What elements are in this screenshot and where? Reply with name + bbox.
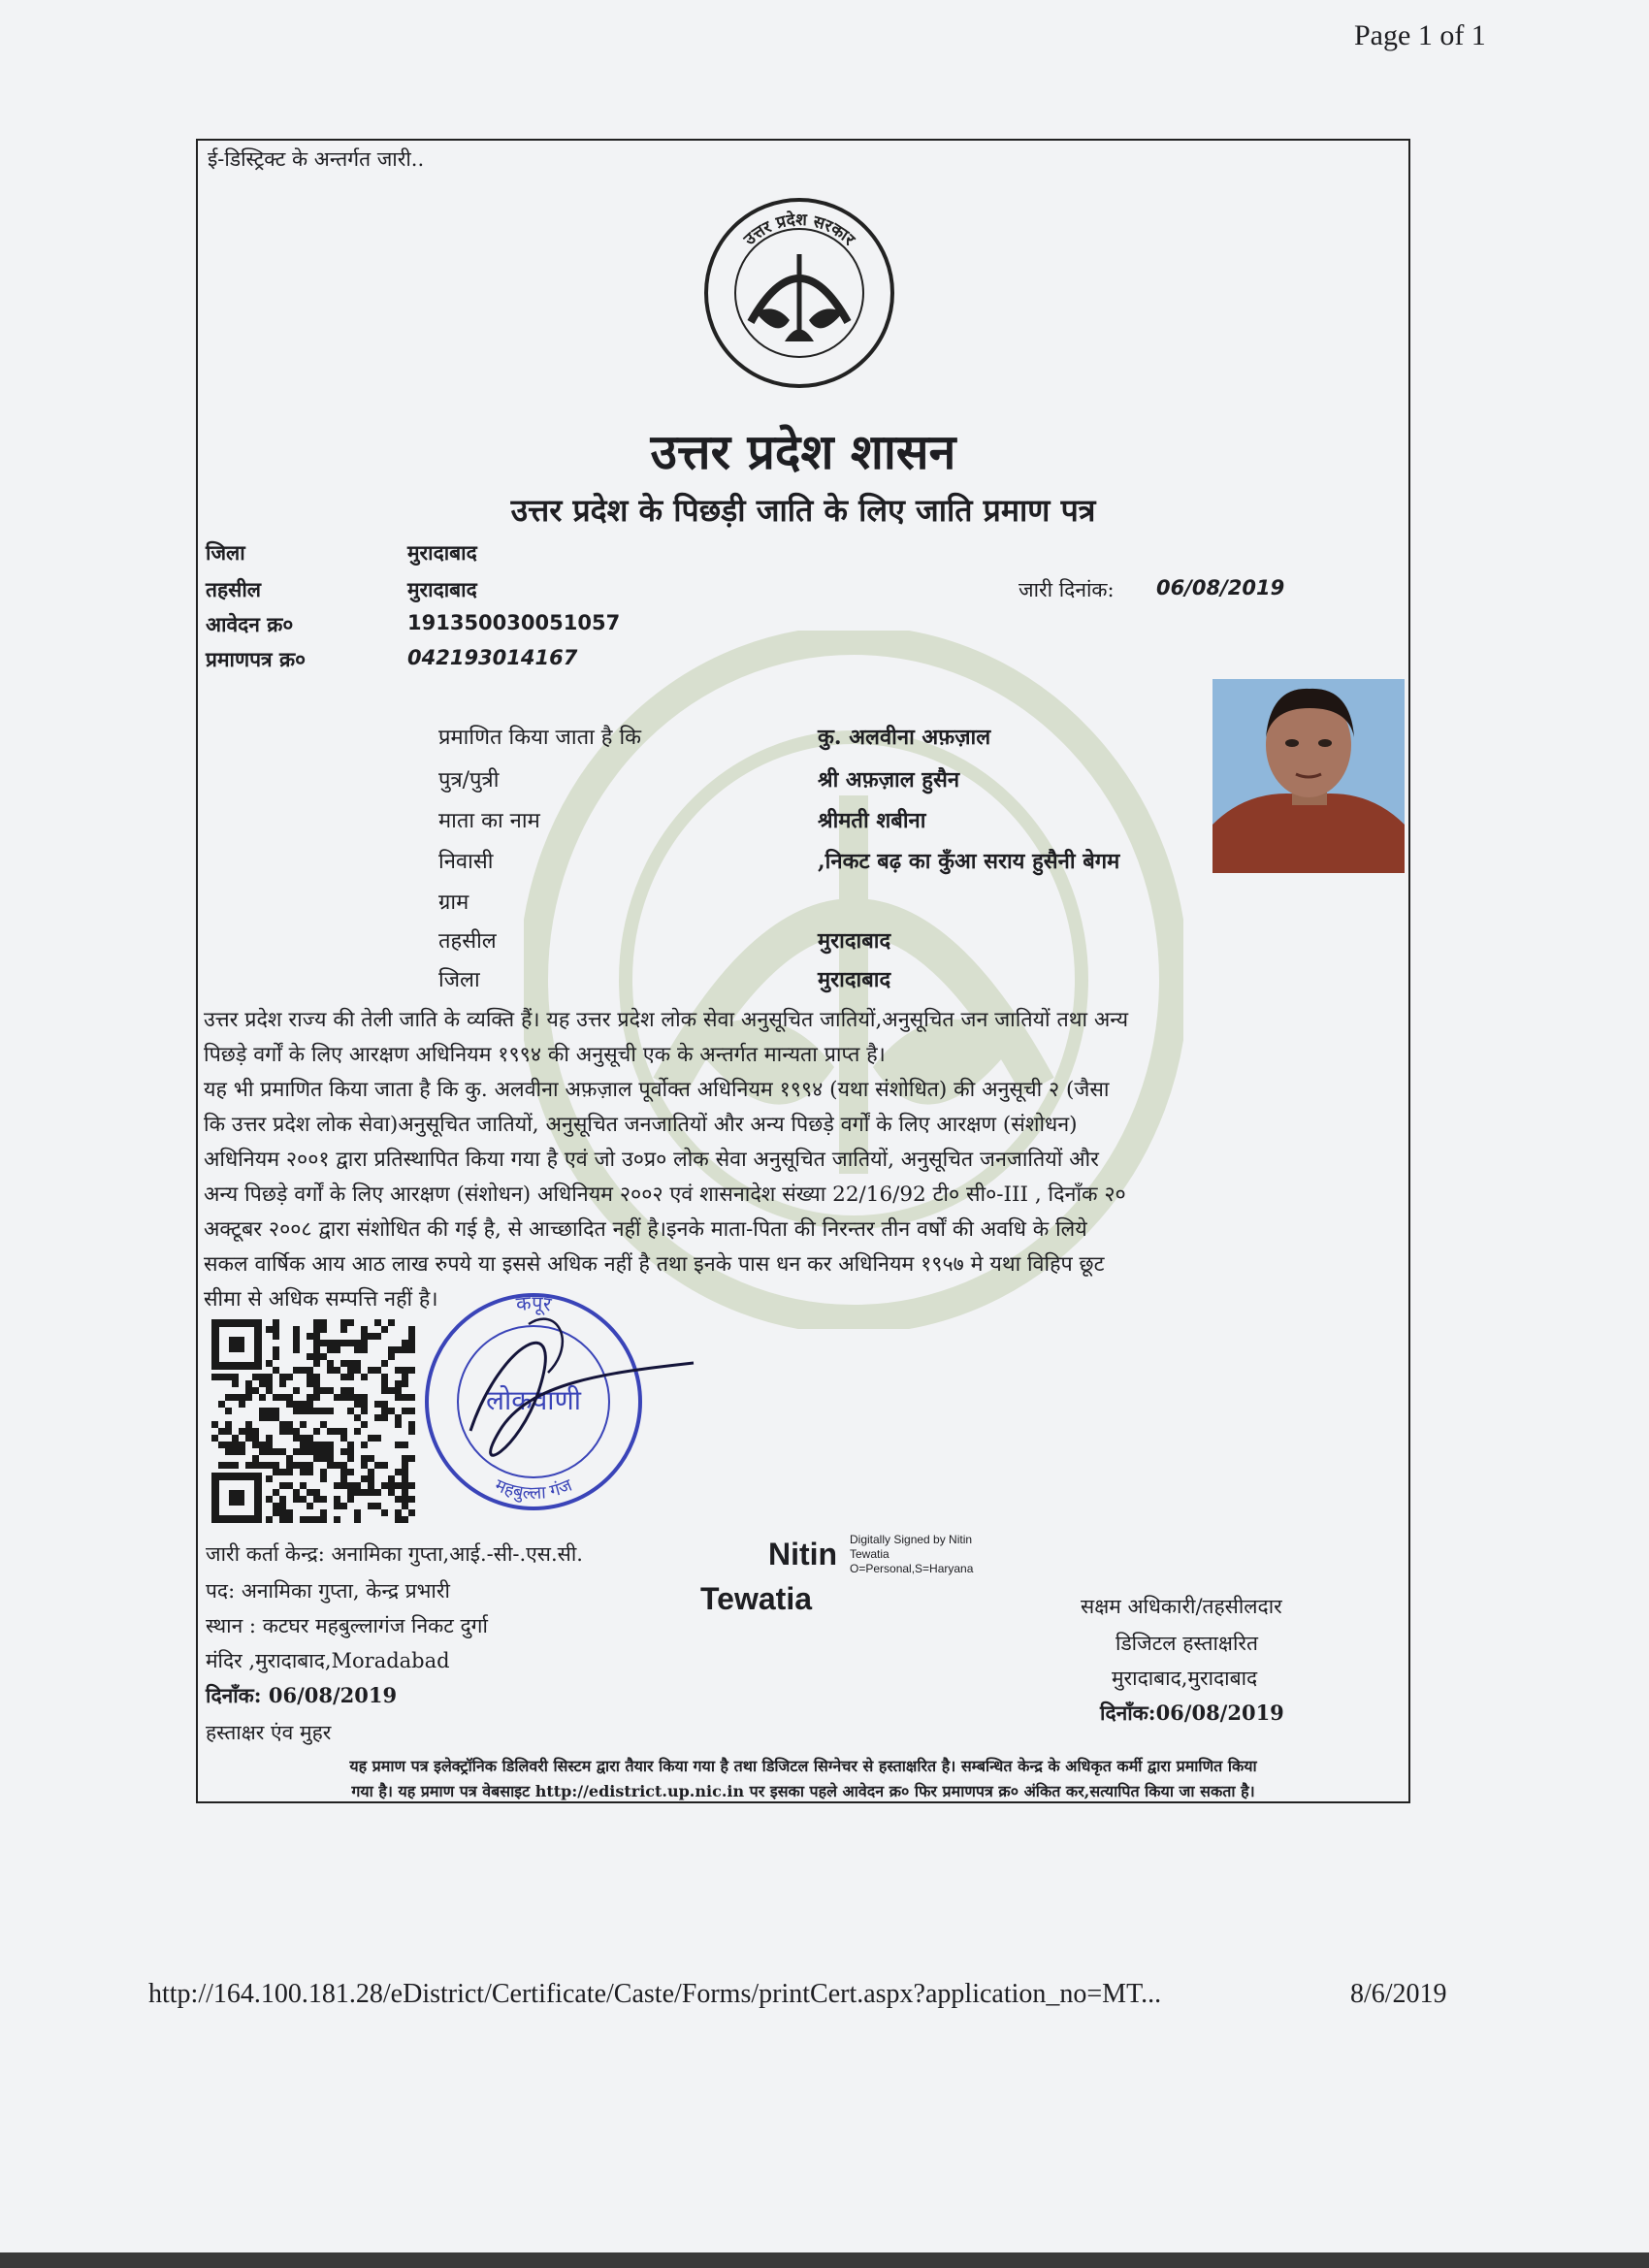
field-label: निवासी [438, 850, 494, 874]
authority-date: दिनाँक:06/08/2019 [1100, 1701, 1284, 1725]
digital-signer-last-name: Tewatia [700, 1581, 812, 1616]
residence-value: ,निकट बढ़ का कुँआ सराय हुसैनी बेगम [818, 849, 1120, 874]
certificate-text-line: कि उत्तर प्रदेश लोक सेवा)अनुसूचित जातियों, अनुसूचित जनजातियों और अन्य पिछड़े वर्गों के लिए आरक्षण (संशोधन) [204, 1113, 1078, 1137]
field-label: जिला [438, 968, 480, 992]
district-label: जिला [206, 540, 245, 565]
field-label: माता का नाम [438, 809, 540, 833]
issuer-post: पद: अनामिका गुप्ता, केन्द्र प्रभारी [206, 1579, 450, 1603]
certificate-text-line: सीमा से अधिक सम्पत्ति नहीं है। [204, 1287, 438, 1312]
print-date: 8/6/2019 [1350, 1979, 1447, 2009]
certificate-number-label: प्रमाणपत्र क्र० [206, 647, 307, 671]
stamp-center-text: लोकवाणी [485, 1384, 582, 1416]
mother-name: श्रीमती शबीना [818, 808, 926, 833]
svg-text:कपूर [515, 1291, 554, 1316]
tehsil-label: तहसील [206, 577, 261, 601]
footer-note-line: यह प्रमाण पत्र इलेक्ट्रॉनिक डिलिवरी सिस्टम द्वारा तैयार किया गया है तथा डिजिटल सिग्नेचर से हस्ताक्षरित है। सम्बन्धित केन्द्र के अधिकृत कर्मी द्वारा प्रमाणित किया [349, 1757, 1257, 1775]
certificate-title: उत्तर प्रदेश के पिछड़ी जाति के लिए जाति प्रमाण पत्र [510, 492, 1096, 529]
holder-name: कु. अलवीना अफ़ज़ाल [818, 725, 991, 750]
stamp-top-text: कपूर [514, 1290, 553, 1316]
emblem-text: उत्तर प्रदेश सरकार [740, 210, 859, 250]
svg-text:महबुल्ला गंज [492, 1474, 575, 1504]
page-number: Page 1 of 1 [1354, 19, 1486, 51]
field-label: ग्राम [438, 891, 469, 915]
authority-location: मुरादाबाद,मुरादाबाद [1112, 1667, 1258, 1690]
issued-under-note: ई-डिस्ट्रिक्ट के अन्तर्गत जारी.. [208, 147, 425, 171]
field-label: तहसील [438, 929, 497, 954]
certificate-number-value: 042193014167 [407, 646, 578, 669]
digital-signature-line: Digitally Signed by Nitin [850, 1533, 973, 1546]
issuer-place-line-1: स्थान : कटघर महबुल्लागंज निकट दुर्गा [206, 1614, 488, 1637]
official-round-stamp [412, 1285, 703, 1518]
holder-photo [1212, 679, 1405, 873]
field-label: पुत्र/पुत्री [438, 768, 500, 793]
district-value: मुरादाबाद [407, 541, 477, 565]
tehsil-value: मुरादाबाद [407, 578, 477, 601]
certificate-text-line: अधिनियम २००१ द्वारा प्रतिस्थापित किया गया है एवं जो उ०प्र० लोक सेवा अनुसूचित जातियों, अनुसूचित जनजातियों और [204, 1148, 1099, 1172]
application-number-label: आवेदन क्र० [206, 612, 294, 636]
issue-date-label: जारी दिनांक: [1018, 578, 1115, 601]
digital-signer-first-name: Nitin [768, 1537, 838, 1571]
field-district-value: मुरादाबाद [818, 967, 891, 992]
digital-signature-details [850, 1533, 973, 1576]
certificate-footer-note [204, 1754, 1403, 1804]
application-number-value: 191350030051057 [407, 611, 621, 634]
government-title: उत्तर प्रदेश शासन [650, 423, 956, 480]
certificate-text-line: अन्य पिछड़े वर्गों के लिए आरक्षण (संशोधन) अधिनियम २००२ एवं शासनादेश संख्या 22/16/92 टी० सी०-III , दिनाँक २० [204, 1183, 1126, 1207]
qr-code [211, 1319, 415, 1523]
signature-and-seal-label: हस्ताक्षर एंव मुहर [206, 1721, 332, 1744]
authority-digitally-signed: डिजिटल हस्ताक्षरित [1116, 1632, 1258, 1655]
print-url: http://164.100.181.28/eDistrict/Certificate/Caste/Forms/printCert.aspx?application_no=MT... [148, 1979, 1162, 2009]
stamp-bottom-text: महबुल्ला गंज [492, 1474, 575, 1505]
digital-signature-line: Tewatia [850, 1547, 889, 1561]
field-label: प्रमाणित किया जाता है कि [438, 726, 642, 750]
footer-note-line: गया है। यह प्रमाण पत्र वेबसाइट http://edistrict.up.nic.in पर इसका पहले आवेदन क्र० फिर प्रमाणपत्र क्र० अंकित कर,सत्यापित किया जा सकता है। [351, 1782, 1255, 1800]
issuer-place-line-2: मंदिर ,मुरादाबाद,Moradabad [206, 1649, 450, 1672]
field-tehsil-value: मुरादाबाद [818, 928, 891, 954]
certificate-text-line: यह भी प्रमाणित किया जाता है कि कु. अलवीना अफ़ज़ाल पूर्वोक्त अधिनियम १९९४ (यथा संशोधित) की अनुसूची २ (जैसा [204, 1078, 1110, 1102]
svg-text:उत्तर प्रदेश सरकार [739, 210, 858, 250]
issuer-date: दिनाँक: 06/08/2019 [206, 1683, 398, 1707]
certificate-text-line: उत्तर प्रदेश राज्य की तेली जाति के व्यक्ति हैं। यह उत्तर प्रदेश लोक सेवा अनुसूचित जातियों,अनुसूचित जन जातियों तथा अन्य [204, 1008, 1129, 1032]
issuing-center: जारी कर्ता केन्द्र: अनामिका गुप्ता,आई.-सी-.एस.सी. [206, 1542, 583, 1566]
certificate-text-line: पिछड़े वर्गों के लिए आरक्षण अधिनियम १९९४ की अनुसूची एक के अन्तर्गत मान्यता प्राप्त है। [204, 1043, 886, 1067]
issue-date-value: 06/08/2019 [1156, 576, 1285, 599]
certificate-text-line: अक्टूबर २००८ द्वारा संशोधित की गई है, से आच्छादित नहीं है।इनके माता-पिता की निरन्तर तीन वर्षों की अवधि के लिये [204, 1217, 1087, 1242]
certificate-text-line: सकल वार्षिक आय आठ लाख रुपये या इससे अधिक नहीं है तथा इनके पास धन कर अधिनियम १९५७ मे यथा विहिप छूट [204, 1252, 1105, 1277]
authority-title: सक्षम अधिकारी/तहसीलदार [1081, 1595, 1282, 1618]
scan-bottom-edge [0, 2252, 1649, 2268]
up-government-emblem-icon [702, 196, 896, 390]
father-name: श्री अफ़ज़ाल हुसैन [818, 767, 960, 793]
digital-signature-line: O=Personal,S=Haryana [850, 1562, 974, 1575]
